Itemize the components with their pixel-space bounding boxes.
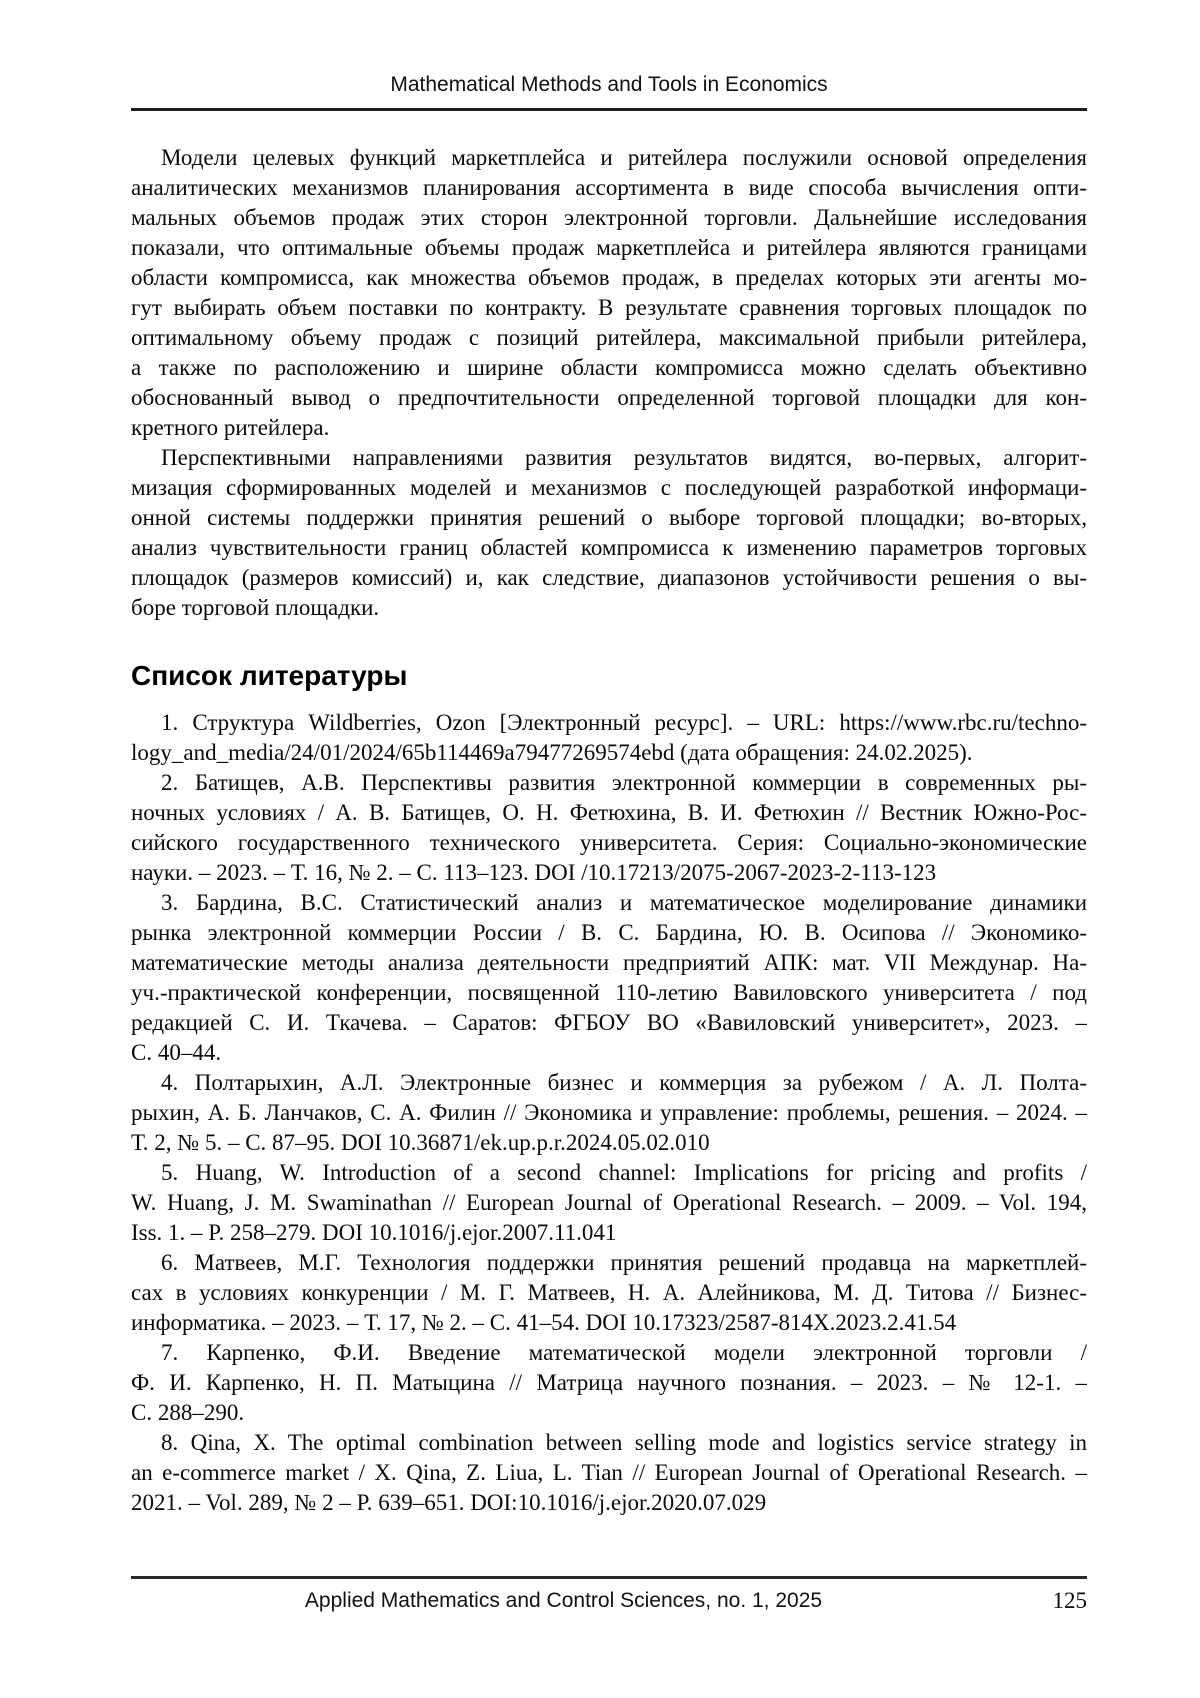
reference-line: сийского государственного технического университета. Серия: Социально-экономические (131, 830, 1087, 855)
footer-row (131, 1586, 1087, 1616)
running-head-title: Mathematical Methods and Tools in Economics (390, 73, 828, 96)
reference-line: сах в условиях конкуренции / М. Г. Матвеев, Н. А. Алейникова, М. Д. Титова // Бизнес- (131, 1280, 1087, 1305)
reference-line: an e-commerce market / X. Qina, Z. Liua, L. Tian // European Journal of Operational Research. – (131, 1460, 1087, 1485)
paragraph-line: Перспективными направлениями развития результатов видятся, во-первых, алгорит- (161, 445, 1087, 470)
reference-item (131, 1158, 1087, 1248)
reference-line: W. Huang, J. M. Swaminathan // European Journal of Operational Research. – 2009. – Vol. 194, (131, 1190, 1087, 1215)
reference-line: 2. Батищев, А.В. Перспективы развития электронной коммерции в современных ры- (161, 770, 1087, 795)
paragraph-line: Модели целевых функций маркетплейса и ритейлера послужили основой определения (161, 145, 1087, 170)
paragraph-line: показали, что оптимальные объемы продаж маркетплейса и ритейлера являются границами (131, 235, 1087, 260)
paragraph-line: боре торговой площадки. (131, 595, 380, 620)
reference-item (131, 888, 1087, 1068)
reference-line: 4. Полтарыхин, А.Л. Электронные бизнес и коммерция за рубежом / А. Л. Полта- (161, 1070, 1087, 1095)
body-paragraph (131, 443, 1087, 623)
footer-journal-line: Applied Mathematics and Control Sciences, no. 1, 2025 (304, 1589, 823, 1612)
paragraph-line: гут выбирать объем поставки по контракту. В результате сравнения торговых площадок по (131, 295, 1087, 320)
article-body (131, 143, 1087, 623)
paragraph-line: кретного ритейлера. (131, 415, 330, 440)
reference-line: С. 40–44. (131, 1040, 222, 1065)
reference-line: Iss. 1. – P. 258–279. DOI 10.1016/j.ejor.2007.11.041 (131, 1220, 617, 1245)
reference-line: рыхин, А. Б. Ланчаков, С. А. Филин // Экономика и управление: проблемы, решения. – 2024. – (131, 1100, 1087, 1125)
paragraph-line: анализ чувствительности границ областей компромисса к изменению параметров торговых (131, 535, 1087, 560)
reference-line: математические методы анализа деятельности предприятий АПК: мат. VII Междунар. На- (131, 950, 1087, 975)
page-content (131, 0, 1087, 1518)
reference-item (131, 1338, 1087, 1428)
reference-line: С. 288–290. (131, 1400, 245, 1425)
reference-line: 5. Huang, W. Introduction of a second channel: Implications for pricing and profits / (161, 1160, 1087, 1185)
paragraph-line: оптимальному объему продаж с позиций ритейлера, максимальной прибыли ритейлера, (131, 325, 1087, 350)
body-paragraph (131, 143, 1087, 443)
paragraph-line: аналитических механизмов планирования ассортимента в виде способа вычисления опти- (131, 175, 1087, 200)
paragraph-line: мизация сформированных моделей и механизмов с последующей разработкой информаци- (131, 475, 1087, 500)
reference-line: науки. – 2023. – Т. 16, № 2. – С. 113–123. DOI /10.17213/2075-2067-2023-2-113-123 (131, 860, 937, 885)
references-list (131, 708, 1087, 1518)
reference-line: 1. Структура Wildberries, Ozon [Электронный ресурс]. – URL: https://www.rbc.ru/techno- (161, 710, 1087, 735)
reference-line: 3. Бардина, В.С. Статистический анализ и математическое моделирование динамики (161, 890, 1087, 915)
reference-item (131, 708, 1087, 768)
reference-line: редакцией С. И. Ткачева. – Саратов: ФГБОУ ВО «Вавиловский университет», 2023. – (131, 1010, 1087, 1035)
reference-line: 8. Qina, X. The optimal combination between selling mode and logistics service strategy in (161, 1430, 1087, 1455)
references-heading: Список литературы (131, 660, 408, 691)
reference-line: 2021. – Vol. 289, № 2 – P. 639–651. DOI:10.1016/j.ejor.2020.07.029 (131, 1490, 767, 1515)
footer-rule (131, 1576, 1087, 1579)
paragraph-line: а также по расположению и ширине области компромисса можно сделать объективно (131, 355, 1087, 380)
reference-line: Ф. И. Карпенко, Н. П. Матыцина // Матрица научного познания. – 2023. – № 12-1. – (131, 1370, 1087, 1395)
reference-item (131, 768, 1087, 888)
paragraph-line: области компромисса, как множества объемов продаж, в пределах которых эти агенты мо- (131, 265, 1087, 290)
reference-line: 6. Матвеев, М.Г. Технология поддержки принятия решений продавца на маркетплей- (161, 1250, 1087, 1275)
reference-item (131, 1248, 1087, 1338)
reference-item (131, 1068, 1087, 1158)
reference-item (131, 1428, 1087, 1518)
reference-line: рынка электронной коммерции России / В. С. Бардина, Ю. В. Осипова // Экономико- (131, 920, 1087, 945)
page-footer (131, 1576, 1087, 1616)
paragraph-line: онной системы поддержки принятия решений о выборе торговой площадки; во-вторых, (131, 505, 1087, 530)
reference-line: Т. 2, № 5. – С. 87–95. DOI 10.36871/ek.up.p.r.2024.05.02.010 (131, 1130, 710, 1155)
paragraph-line: мальных объемов продаж этих сторон электронной торговли. Дальнейшие исследования (131, 205, 1087, 230)
reference-line: уч.-практической конференции, посвященной 110-летию Вавиловского университета / под (131, 980, 1087, 1005)
paragraph-line: обоснованный вывод о предпочтительности определенной торговой площадки для кон- (131, 385, 1087, 410)
reference-line: информатика. – 2023. – Т. 17, № 2. – С. 41–54. DOI 10.17323/2587-814X.2023.2.41.54 (131, 1310, 957, 1335)
reference-line: ночных условиях / А. В. Батищев, О. Н. Фетюхина, В. И. Фетюхин // Вестник Южно-Рос- (131, 800, 1087, 825)
reference-line: 7. Карпенко, Ф.И. Введение математической модели электронной торговли / (161, 1340, 1087, 1365)
header-rule (131, 108, 1087, 111)
reference-line: logy_and_media/24/01/2024/65b114469a79477269574ebd (дата обращения: 24.02.2025). (131, 740, 973, 765)
page-number: 125 (1052, 1588, 1087, 1613)
paragraph-line: площадок (размеров комиссий) и, как следствие, диапазонов устойчивости решения о вы- (131, 565, 1087, 590)
